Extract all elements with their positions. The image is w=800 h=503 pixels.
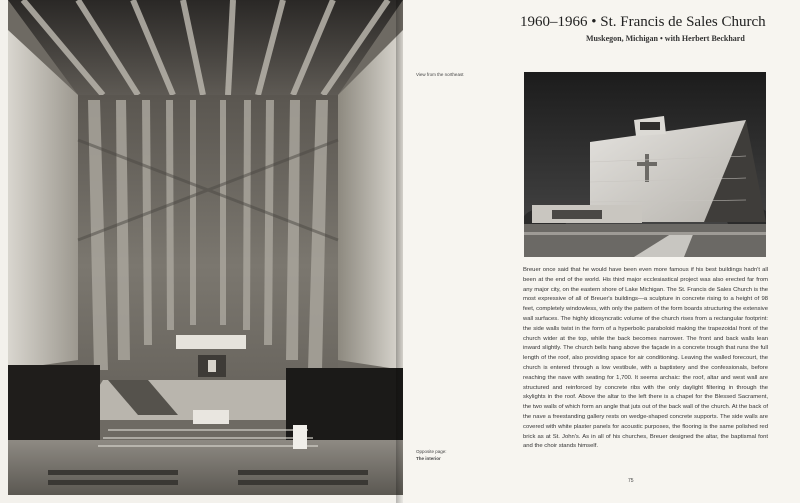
- body-text: Breuer once said that he would have been even more famous if his best buildings hadn't all been at the end of the world. His third major ecclesiastical project was also erected far from any major city, on the eastern shore of Lake Michigan. The St. Francis de Sales Church is the most expressive of all of Breuer's buildings—a sculpture in concrete rising to a height of 98 feet, completely windowless, with only the pattern of the form boards structuring the extensive wall surfaces. The highly idiosyncratic volume of the church rises from a rectangular footprint: the side walls twist in the form of a hyperbolic paraboloid making the trapezoidal front of the church wider at the top, while the back becomes narrower. The front and back walls lean inward slightly. The church bells hang above the façade in a concrete trough that runs the full length of the roof, also providing space for air conditioning. Leaving the walled forecourt, the church is entered through a low vestibule, with a baptistery and the confessionals, before reaching the nave with seating for 1,700. It seems archaic: the roof, altar and west wall are structured and reinforced by concrete ribs with the only daylight filtering in through the skylights in the roof. Above the altar to the left there is a chapel for the Blessed Sacrament, the two walls of which form an angle that juts out of the back wall of the church. At the back of the nave a freestanding gallery rests on wedge-shaped concrete supports. The side walls are covered with white plaster panels for acoustic purposes, the flooring is the same polished red brick as at St. John's. As in all of his churches, Breuer designed the altar, the baptismal font and the choir stands himself.: [523, 267, 768, 450]
- opposite-caption-line1: Opposite page:: [416, 449, 447, 454]
- exterior-photo-frame: [524, 72, 766, 257]
- page-number: 75: [628, 478, 634, 484]
- opposite-caption-line2: The interior: [416, 456, 441, 461]
- page-subtitle: Muskegon, Michigan • with Herbert Beckhard: [586, 34, 745, 43]
- page-title: 1960–1966 • St. Francis de Sales Church: [520, 14, 766, 30]
- opposite-page-caption: [416, 448, 447, 462]
- interior-photo: [8, 0, 403, 495]
- exterior-photo: [524, 72, 766, 257]
- exterior-caption: View from the northeast: [416, 72, 464, 77]
